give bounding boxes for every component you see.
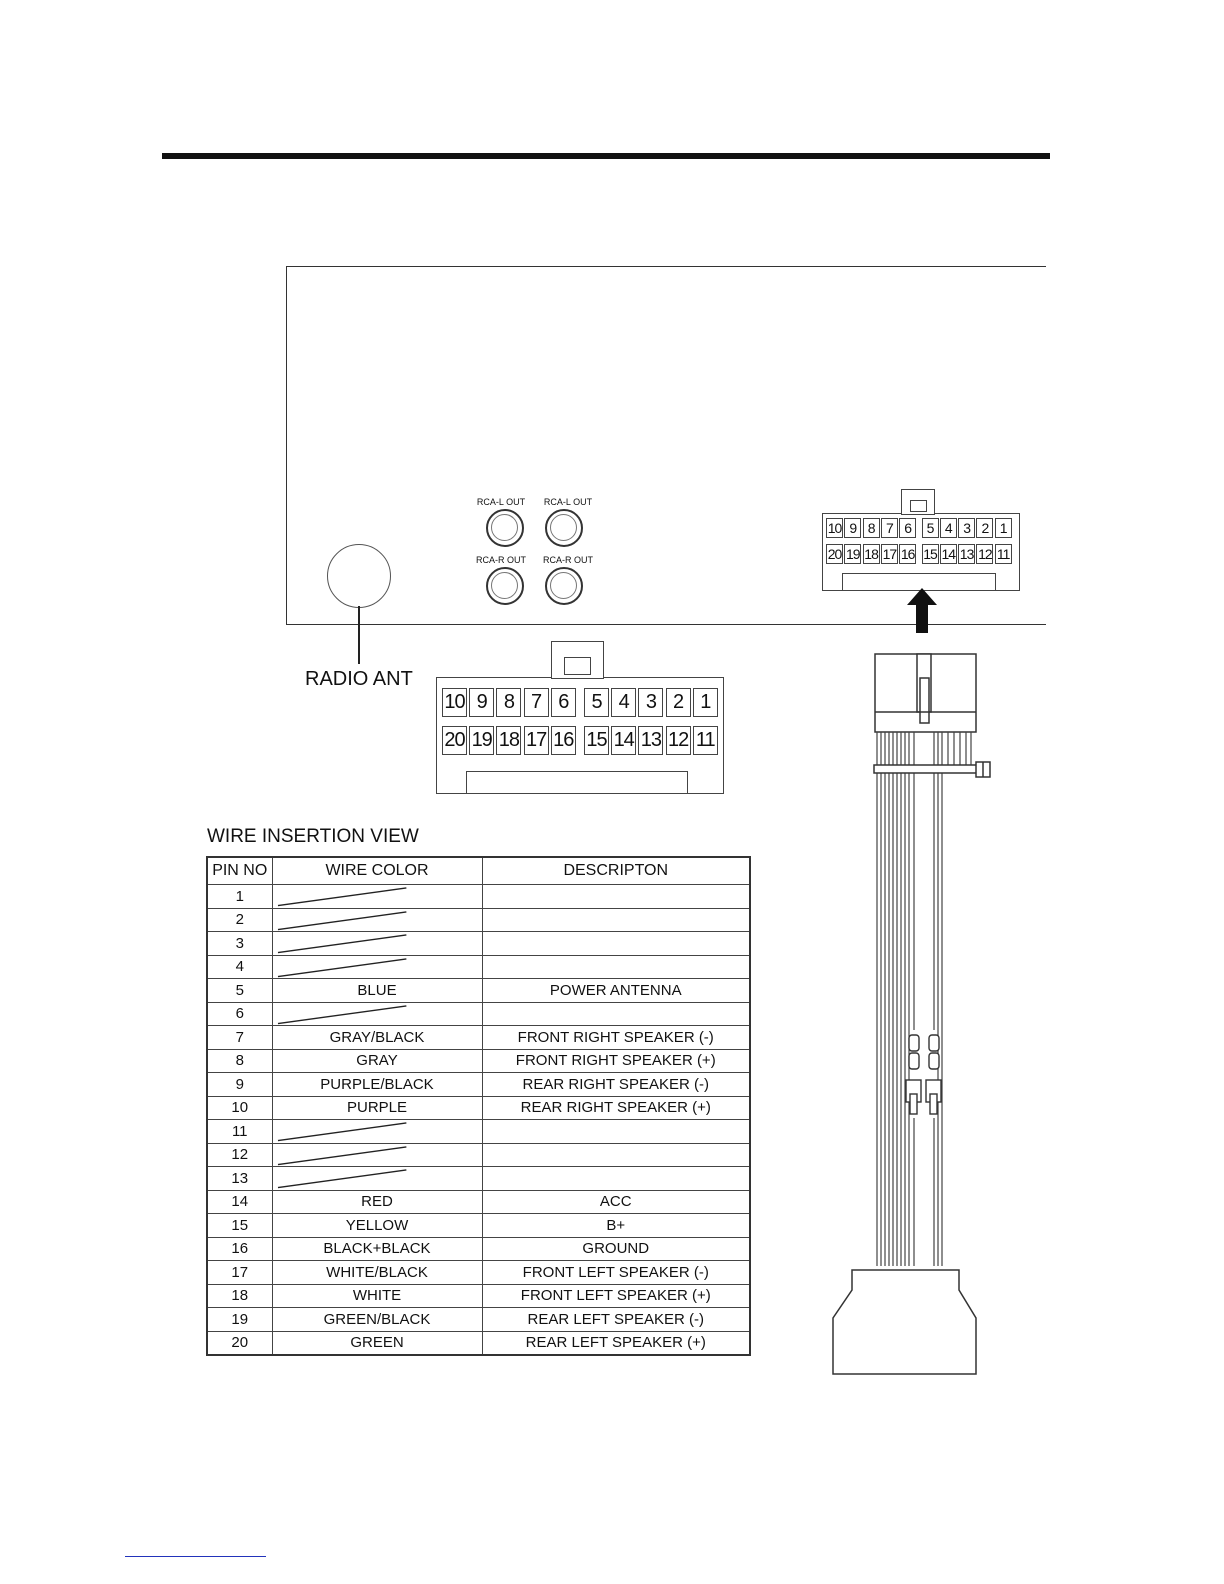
connector-pin-7: 7 (881, 518, 898, 538)
description-cell (482, 1143, 750, 1167)
rca-left-out-jack-1 (486, 509, 524, 547)
wire-insertion-view-title: WIRE INSERTION VIEW (207, 826, 419, 847)
connector-pin-9: 9 (844, 518, 861, 538)
rca-left-out-label-2: RCA-L OUT (543, 497, 593, 507)
description-cell: B+ (482, 1214, 750, 1238)
footer-rule (125, 1556, 266, 1557)
connector-pin-2: 2 (666, 688, 691, 717)
table-row (207, 1261, 750, 1285)
connector-pin-2: 2 (976, 518, 993, 538)
description-cell (482, 1002, 750, 1026)
wire-color-cell (272, 955, 482, 979)
pin-number-cell: 11 (207, 1120, 272, 1144)
connector-latch-window (910, 500, 927, 512)
description-cell: POWER ANTENNA (482, 979, 750, 1003)
connector-pin-12: 12 (978, 546, 992, 562)
rca-right-out-jack-1 (486, 567, 524, 605)
description-cell (482, 932, 750, 956)
table-row (207, 1049, 750, 1073)
description-cell: FRONT RIGHT SPEAKER (+) (482, 1049, 750, 1073)
wire-color-cell (272, 908, 482, 932)
header-pin-no: PIN NO (207, 857, 272, 885)
description-cell: GROUND (482, 1237, 750, 1261)
connector-pin-5: 5 (922, 518, 939, 538)
pin-number-cell: 14 (207, 1190, 272, 1214)
connector-pin-16: 16 (900, 546, 915, 562)
unused-pin-slash (273, 885, 482, 908)
connector-pin-20: 20 (827, 546, 842, 562)
connector-pin-12: 12 (666, 726, 691, 755)
table-row (207, 1120, 750, 1144)
pin-number-cell: 13 (207, 1167, 272, 1191)
description-cell: REAR RIGHT SPEAKER (-) (482, 1073, 750, 1097)
wire-color-cell: GREEN (272, 1331, 482, 1355)
pin-number-cell: 10 (207, 1096, 272, 1120)
rca-right-out-label-2: RCA-R OUT (543, 555, 593, 565)
rca-right-out-label-1: RCA-R OUT (476, 555, 526, 565)
wire-color-cell: BLACK+BLACK (272, 1237, 482, 1261)
pin-number-cell: 9 (207, 1073, 272, 1097)
unit-connector-socket (822, 489, 1020, 591)
pin-number-cell: 17 (207, 1261, 272, 1285)
connector-pin-15: 15 (584, 726, 609, 755)
connector-pin-3: 3 (958, 518, 975, 538)
unused-pin-slash (273, 956, 482, 979)
header-description: DESCRIPTON (482, 857, 750, 885)
unused-pin-slash (273, 1144, 482, 1167)
description-cell: REAR LEFT SPEAKER (+) (482, 1331, 750, 1355)
table-row (207, 1143, 750, 1167)
description-cell (482, 1167, 750, 1191)
wire-color-cell: GRAY (272, 1049, 482, 1073)
wire-color-cell (272, 1167, 482, 1191)
connector-pin-16: 16 (551, 726, 576, 755)
table-row (207, 979, 750, 1003)
connector-pin-5: 5 (584, 688, 609, 717)
pin-number-cell: 2 (207, 908, 272, 932)
connector-pin-11: 11 (995, 544, 1012, 564)
pin-number-cell: 16 (207, 1237, 272, 1261)
unused-pin-slash (273, 909, 482, 932)
pin-number-cell: 6 (207, 1002, 272, 1026)
wire-color-cell: GRAY/BLACK (272, 1026, 482, 1050)
pin-number-cell: 7 (207, 1026, 272, 1050)
connector-pin-19: 19 (469, 726, 494, 755)
wire-color-cell (272, 1002, 482, 1026)
unused-pin-slash (273, 1003, 482, 1026)
pin-number-cell: 8 (207, 1049, 272, 1073)
header-wire-color: WIRE COLOR (272, 857, 482, 885)
rca-left-out-jack-2 (545, 509, 583, 547)
connector-pin-13: 13 (638, 726, 663, 755)
wire-insertion-connector (436, 641, 724, 794)
wire-color-cell: RED (272, 1190, 482, 1214)
up-arrow-icon (907, 588, 937, 633)
description-cell: FRONT LEFT SPEAKER (-) (482, 1261, 750, 1285)
connector-pin-18: 18 (864, 546, 878, 562)
connector-pin-9: 9 (469, 688, 494, 717)
connector-pin-7: 7 (524, 688, 549, 717)
wiring-harness-illustration (828, 650, 998, 1380)
connector-pin-20: 20 (442, 726, 467, 755)
table-row (207, 1002, 750, 1026)
rca-right-out-jack-2 (545, 567, 583, 605)
description-cell (482, 1120, 750, 1144)
pin-number-cell: 20 (207, 1331, 272, 1355)
connector-latch-window (564, 657, 591, 675)
pin-number-cell: 18 (207, 1284, 272, 1308)
pin-number-cell: 3 (207, 932, 272, 956)
wire-color-cell (272, 932, 482, 956)
wire-color-cell: PURPLE (272, 1096, 482, 1120)
description-cell (482, 955, 750, 979)
table-row (207, 1026, 750, 1050)
connector-pin-10: 10 (442, 688, 467, 717)
description-cell (482, 908, 750, 932)
wire-color-cell: YELLOW (272, 1214, 482, 1238)
connector-pin-18: 18 (496, 726, 521, 755)
description-cell: ACC (482, 1190, 750, 1214)
radio-ant-label: RADIO ANT (305, 668, 413, 690)
table-row (207, 1284, 750, 1308)
connector-pin-3: 3 (638, 688, 663, 717)
connector-pin-14: 14 (941, 546, 956, 562)
connector-pin-17: 17 (524, 726, 549, 755)
wire-color-cell (272, 1143, 482, 1167)
table-row (207, 1096, 750, 1120)
radio-antenna-socket (327, 544, 391, 608)
wire-color-cell: WHITE/BLACK (272, 1261, 482, 1285)
table-row (207, 1073, 750, 1097)
antenna-leader-line (358, 606, 360, 664)
top-rule (162, 153, 1050, 159)
connector-pin-14: 14 (611, 726, 636, 755)
pin-number-cell: 12 (207, 1143, 272, 1167)
rca-left-out-label-1: RCA-L OUT (476, 497, 526, 507)
table-row (207, 908, 750, 932)
connector-pin-11: 11 (693, 726, 718, 755)
connector-pin-4: 4 (940, 518, 957, 538)
connector-pin-8: 8 (863, 518, 880, 538)
wire-color-cell: GREEN/BLACK (272, 1308, 482, 1332)
unused-pin-slash (273, 932, 482, 955)
connector-pin-17: 17 (882, 546, 897, 562)
wire-color-cell: BLUE (272, 979, 482, 1003)
fuse-holder-icons (906, 1035, 941, 1114)
table-row (207, 1331, 750, 1355)
connector-pin-15: 15 (923, 546, 937, 562)
unused-pin-slash (273, 1120, 482, 1143)
connector-pin-1: 1 (995, 518, 1012, 538)
connector-pin-8: 8 (496, 688, 521, 717)
connector-pin-1: 1 (693, 688, 718, 717)
wire-color-cell (272, 885, 482, 909)
connector-base-slot (466, 771, 688, 794)
pin-wire-table (206, 856, 751, 1356)
table-header-row (207, 857, 750, 885)
pin-number-cell: 19 (207, 1308, 272, 1332)
table-row (207, 1190, 750, 1214)
wire-color-cell: PURPLE/BLACK (272, 1073, 482, 1097)
table-row (207, 885, 750, 909)
connector-pin-19: 19 (846, 546, 860, 562)
wire-color-cell: WHITE (272, 1284, 482, 1308)
pin-number-cell: 5 (207, 979, 272, 1003)
connector-pin-10: 10 (827, 520, 842, 536)
wire-color-cell (272, 1120, 482, 1144)
connector-pin-13: 13 (959, 546, 974, 562)
vehicle-plug (833, 1270, 976, 1374)
table-row (207, 955, 750, 979)
table-row (207, 932, 750, 956)
pin-number-cell: 15 (207, 1214, 272, 1238)
connector-pin-6: 6 (551, 688, 576, 717)
table-row (207, 1237, 750, 1261)
pin-number-cell: 4 (207, 955, 272, 979)
description-cell: REAR RIGHT SPEAKER (+) (482, 1096, 750, 1120)
description-cell: REAR LEFT SPEAKER (-) (482, 1308, 750, 1332)
connector-pin-4: 4 (611, 688, 636, 717)
table-row (207, 1308, 750, 1332)
pin-number-cell: 1 (207, 885, 272, 909)
description-cell: FRONT RIGHT SPEAKER (-) (482, 1026, 750, 1050)
unused-pin-slash (273, 1167, 482, 1190)
connector-pin-6: 6 (899, 518, 916, 538)
table-row (207, 1214, 750, 1238)
description-cell: FRONT LEFT SPEAKER (+) (482, 1284, 750, 1308)
description-cell (482, 885, 750, 909)
table-row (207, 1167, 750, 1191)
